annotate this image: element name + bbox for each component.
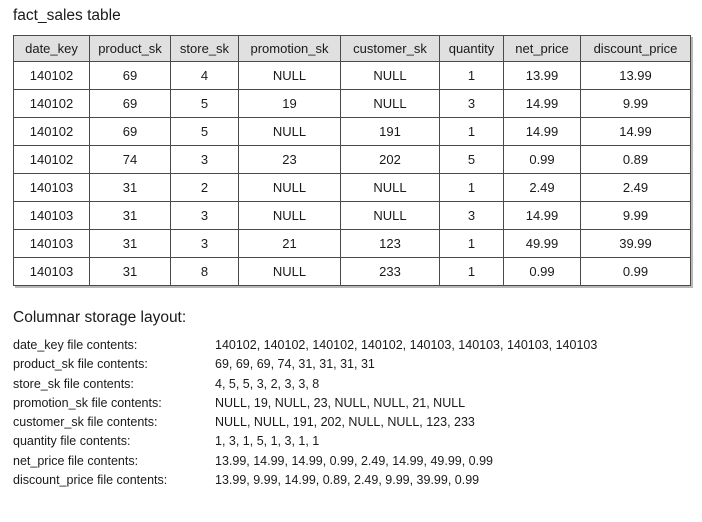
file-label: customer_sk file contents: bbox=[13, 415, 158, 430]
table-cell: 14.99 bbox=[504, 202, 581, 230]
file-contents-row bbox=[13, 355, 690, 374]
file-values: 4, 5, 5, 3, 2, 3, 3, 8 bbox=[215, 376, 320, 391]
table-cell: 13.99 bbox=[581, 62, 691, 90]
table-cell: 9.99 bbox=[581, 202, 691, 230]
fact-sales-table bbox=[13, 35, 691, 286]
table-cell: 3 bbox=[440, 90, 504, 118]
table-cell: 14.99 bbox=[504, 118, 581, 146]
file-contents-row bbox=[13, 432, 690, 451]
table-cell: 140102 bbox=[14, 90, 90, 118]
table-cell: 3 bbox=[171, 202, 239, 230]
table-cell: 140103 bbox=[14, 258, 90, 286]
file-values: 69, 69, 69, 74, 31, 31, 31, 31 bbox=[215, 357, 375, 372]
table-cell: 23 bbox=[239, 146, 341, 174]
table-row bbox=[14, 62, 691, 90]
table-cell: NULL bbox=[239, 118, 341, 146]
table-body bbox=[14, 62, 691, 286]
table-cell: 5 bbox=[171, 118, 239, 146]
column-header-product_sk: product_sk bbox=[90, 36, 171, 62]
table-cell: 140103 bbox=[14, 174, 90, 202]
table-cell: 0.99 bbox=[504, 258, 581, 286]
table-cell: NULL bbox=[239, 62, 341, 90]
file-contents-row bbox=[13, 394, 690, 413]
file-label: promotion_sk file contents: bbox=[13, 395, 162, 410]
table-cell: 31 bbox=[90, 174, 171, 202]
table-cell: 123 bbox=[341, 230, 440, 258]
table-cell: 140102 bbox=[14, 62, 90, 90]
file-label: product_sk file contents: bbox=[13, 357, 148, 372]
table-cell: 5 bbox=[171, 90, 239, 118]
table-cell: 0.99 bbox=[581, 258, 691, 286]
table-cell: NULL bbox=[341, 174, 440, 202]
column-header-store_sk: store_sk bbox=[171, 36, 239, 62]
table-cell: 49.99 bbox=[504, 230, 581, 258]
table-row bbox=[14, 230, 691, 258]
column-header-quantity: quantity bbox=[440, 36, 504, 62]
table-cell: NULL bbox=[239, 202, 341, 230]
table-cell: 140102 bbox=[14, 146, 90, 174]
table-cell: 1 bbox=[440, 62, 504, 90]
table-cell: NULL bbox=[341, 90, 440, 118]
table-cell: 31 bbox=[90, 258, 171, 286]
table-row bbox=[14, 90, 691, 118]
table-cell: 3 bbox=[171, 230, 239, 258]
file-label: net_price file contents: bbox=[13, 453, 139, 468]
table-row bbox=[14, 202, 691, 230]
file-contents-row bbox=[13, 336, 690, 355]
table-cell: 1 bbox=[440, 258, 504, 286]
table-cell: 2.49 bbox=[504, 174, 581, 202]
file-label: store_sk file contents: bbox=[13, 376, 134, 391]
file-label: date_key file contents: bbox=[13, 338, 138, 352]
table-cell: 0.99 bbox=[504, 146, 581, 174]
table-cell: 1 bbox=[440, 230, 504, 258]
table-header-row bbox=[14, 36, 691, 62]
table-cell: 5 bbox=[440, 146, 504, 174]
file-values: NULL, NULL, 191, 202, NULL, NULL, 123, 233 bbox=[215, 415, 475, 430]
file-contents-row bbox=[13, 471, 690, 490]
table-row bbox=[14, 174, 691, 202]
file-contents-row bbox=[13, 375, 690, 394]
table-cell: 1 bbox=[440, 174, 504, 202]
table-cell: NULL bbox=[341, 62, 440, 90]
column-header-net_price: net_price bbox=[504, 36, 581, 62]
table-cell: 3 bbox=[440, 202, 504, 230]
file-values: 13.99, 9.99, 14.99, 0.89, 2.49, 9.99, 39.99, 0.99 bbox=[215, 473, 480, 488]
table-cell: 233 bbox=[341, 258, 440, 286]
table-cell: NULL bbox=[239, 258, 341, 286]
file-label: quantity file contents: bbox=[13, 434, 131, 449]
table-cell: 13.99 bbox=[504, 62, 581, 90]
table-cell: 69 bbox=[90, 118, 171, 146]
table-cell: 31 bbox=[90, 202, 171, 230]
table-cell: 9.99 bbox=[581, 90, 691, 118]
file-contents-row bbox=[13, 413, 690, 432]
table-cell: 69 bbox=[90, 90, 171, 118]
file-values: 13.99, 14.99, 14.99, 0.99, 2.49, 14.99, 49.99, 0.99 bbox=[215, 453, 494, 468]
columnar-storage-heading: Columnar storage layout: bbox=[13, 309, 187, 326]
table-cell: 2.49 bbox=[581, 174, 691, 202]
file-values: NULL, 19, NULL, 23, NULL, NULL, 21, NULL bbox=[215, 395, 466, 410]
table-cell: 14.99 bbox=[504, 90, 581, 118]
column-header-promotion_sk: promotion_sk bbox=[239, 36, 341, 62]
table-row bbox=[14, 146, 691, 174]
file-values: 140102, 140102, 140102, 140102, 140103, 140103, 140103, 140103 bbox=[215, 338, 598, 352]
file-contents-row bbox=[13, 452, 690, 471]
column-header-discount_price: discount_price bbox=[581, 36, 691, 62]
table-cell: 19 bbox=[239, 90, 341, 118]
file-label: discount_price file contents: bbox=[13, 473, 168, 488]
table-cell: 140102 bbox=[14, 118, 90, 146]
table-cell: 69 bbox=[90, 62, 171, 90]
table-cell: 14.99 bbox=[581, 118, 691, 146]
table-cell: 3 bbox=[171, 146, 239, 174]
table-cell: 8 bbox=[171, 258, 239, 286]
table-cell: 0.89 bbox=[581, 146, 691, 174]
table-cell: 4 bbox=[171, 62, 239, 90]
table-row bbox=[14, 258, 691, 286]
table-cell: 1 bbox=[440, 118, 504, 146]
table-cell: 21 bbox=[239, 230, 341, 258]
table-cell: 202 bbox=[341, 146, 440, 174]
column-header-date_key: date_key bbox=[14, 36, 90, 62]
table-cell: 31 bbox=[90, 230, 171, 258]
table-cell: NULL bbox=[341, 202, 440, 230]
table-cell: 140103 bbox=[14, 202, 90, 230]
table-row bbox=[14, 118, 691, 146]
column-header-customer_sk: customer_sk bbox=[341, 36, 440, 62]
fact-sales-table-title: fact_sales table bbox=[13, 7, 121, 24]
table-cell: NULL bbox=[239, 174, 341, 202]
table-cell: 39.99 bbox=[581, 230, 691, 258]
table-cell: 2 bbox=[171, 174, 239, 202]
file-values: 1, 3, 1, 5, 1, 3, 1, 1 bbox=[215, 434, 320, 449]
table-cell: 191 bbox=[341, 118, 440, 146]
table-cell: 140103 bbox=[14, 230, 90, 258]
table-cell: 74 bbox=[90, 146, 171, 174]
columnar-file-list bbox=[13, 336, 690, 490]
